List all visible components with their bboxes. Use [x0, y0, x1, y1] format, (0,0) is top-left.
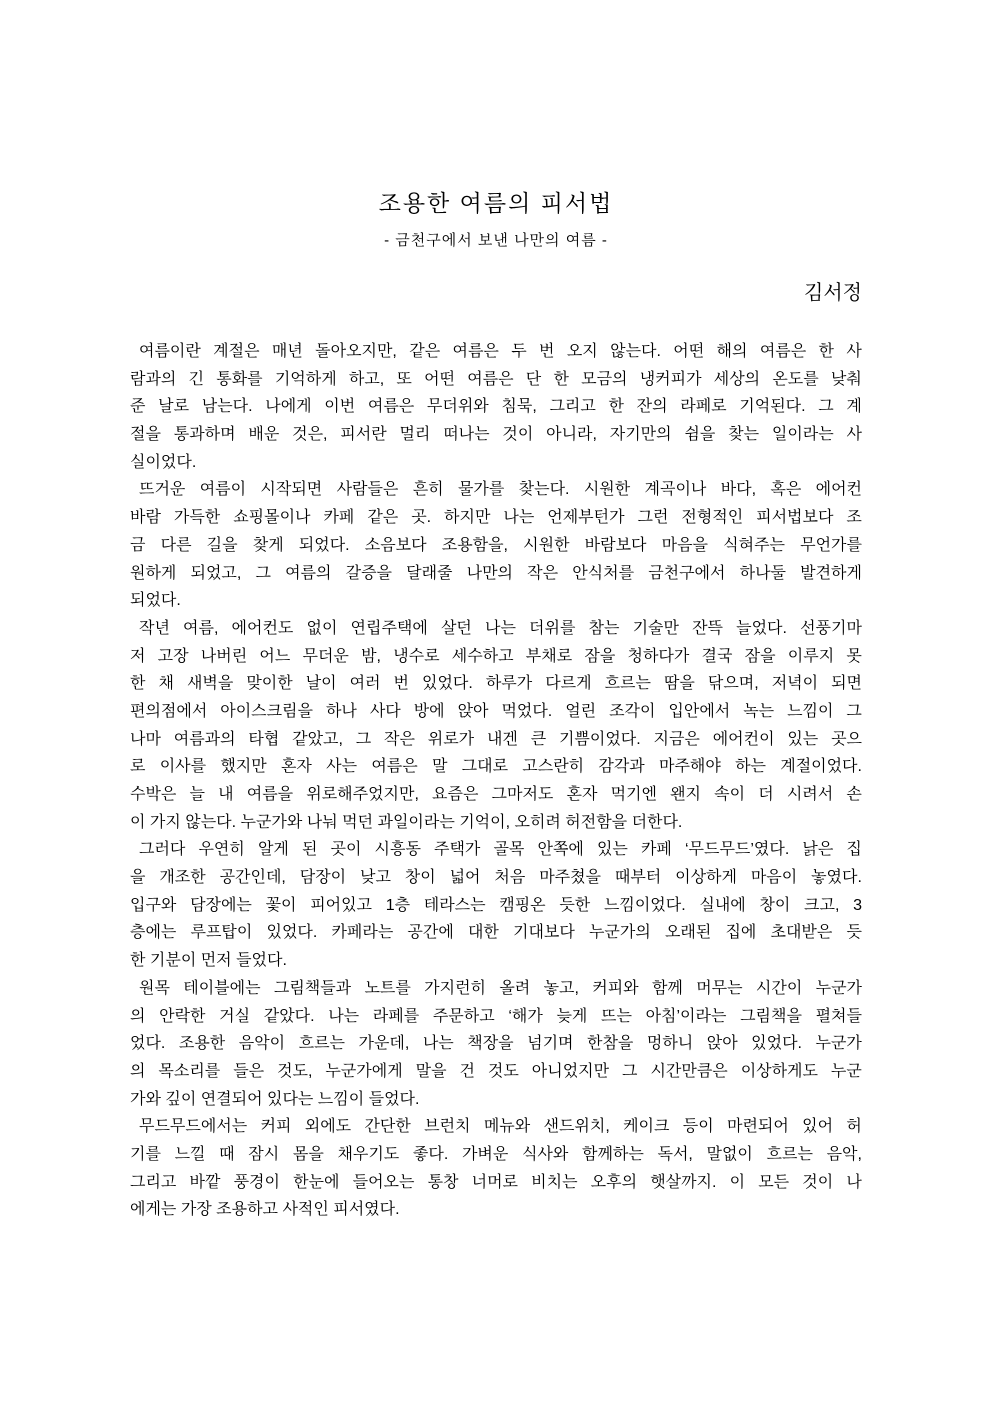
document-content [130, 0, 862, 1224]
document-body [130, 338, 862, 1224]
text-line: 수박은 늘 내 여름을 위로해주었지만, 요즘은 그마저도 혼자 먹기엔 왠지 속이 더 시려서 손 [130, 786, 862, 803]
text-line: 입구와 담장에는 꽃이 피어있고 1층 테라스는 캠핑온 듯한 느낌이었다. 실내에 창이 크고, 3 [130, 896, 862, 914]
text-line: 뜨거운 여름이 시작되면 사람들은 흔히 물가를 찾는다. 시원한 계곡이나 바다, 혹은 에어컨 [139, 481, 862, 499]
text-line: 을 개조한 공간인데, 담장이 낮고 창이 넓어 처음 마주쳤을 때부터 이상하게 마음이 놓였다. [130, 869, 862, 887]
text-line: 로 이사를 했지만 혼자 사는 여름은 말 그대로 고스란히 감각과 마주해야 하는 계절이었다. [130, 758, 862, 776]
paragraph [130, 836, 862, 974]
page-subtitle: - 금천구에서 보낸 나만의 여름 - [384, 232, 608, 249]
text-line: 그러다 우연히 알게 된 곳이 시흥동 주택가 골목 안쪽에 있는 카페 ‘무드무드’였다. 낡은 집 [139, 841, 862, 859]
text-line: 금 다른 길을 찾게 되었다. 소음보다 조용함을, 시원한 바람보다 마음을 식혀주는 무언가를 [130, 536, 862, 554]
text-line: 편의점에서 아이스크림을 하나 사다 방에 앉아 먹었다. 얼린 조각이 입안에서 녹는 느낌이 그 [130, 702, 862, 720]
page-title: 조용한 여름의 피서법 [378, 190, 614, 216]
text-line: 의 안락한 거실 같았다. 나는 라페를 주문하고 ‘해가 늦게 뜨는 아침’이라는 그림책을 펼쳐들 [130, 1007, 862, 1025]
text-line: 기를 느낄 때 잠시 몸을 채우기도 좋다. 가벼운 식사와 함께하는 독서, 말없이 흐르는 음악, [130, 1145, 862, 1163]
text-line: 되었다. [130, 592, 181, 610]
text-line: 바람 가득한 쇼핑몰이나 카페 같은 곳. 하지만 나는 언제부턴가 그런 전형적인 피서법보다 조 [130, 509, 862, 527]
text-line: 람과의 긴 통화를 기억하게 하고, 또 어떤 여름은 단 한 모금의 냉커피가 세상의 온도를 낮춰 [130, 370, 862, 388]
text-line: 절을 통과하며 배운 것은, 피서란 멀리 떠나는 것이 아니라, 자기만의 쉼을 찾는 일이라는 사 [130, 426, 862, 444]
text-line: 작년 여름, 에어컨도 없이 연립주택에 살던 나는 더위를 참는 기술만 잔뜩 늘었다. 선풍기마 [139, 619, 862, 637]
text-line: 층에는 루프탑이 있었다. 카페라는 공간에 대한 기대보다 누군가의 오래된 집에 초대받은 듯 [130, 924, 862, 942]
paragraph [130, 615, 862, 837]
text-line: 의 목소리를 들은 것도, 누군가에게 말을 건 것도 아니었지만 그 시간만큼은 이상하게도 누군 [130, 1062, 862, 1080]
text-line: 저 고장 나버린 어느 무더운 밤, 냉수로 세수하고 부채로 잠을 청하다가 결국 잠을 이루지 못 [130, 647, 862, 665]
text-line: 실이었다. [130, 453, 197, 471]
text-line: 에게는 가장 조용하고 사적인 피서였다. [130, 1201, 400, 1219]
paragraph [130, 1113, 862, 1224]
text-line: 한 채 새벽을 맞이한 날이 여러 번 있었다. 하루가 다르게 흐르는 땀을 닦으며, 저녁이 되면 [130, 675, 862, 693]
text-line: 나마 여름과의 타협 같았고, 그 작은 위로가 내겐 큰 기쁨이었다. 지금은 에어컨이 있는 곳으 [130, 730, 862, 748]
text-line: 원하게 되었고, 그 여름의 갈증을 달래줄 나만의 작은 안식처를 금천구에서 하나둘 발견하게 [130, 564, 862, 582]
paragraph [130, 338, 862, 476]
author-name: 김서정 [804, 282, 862, 304]
text-line: 원목 테이블에는 그림책들과 노트를 가지런히 올려 놓고, 커피와 함께 머무는 시간이 누군가 [139, 979, 862, 997]
paragraph [130, 476, 862, 614]
text-line: 가와 깊이 연결되어 있다는 느낌이 들었다. [130, 1090, 420, 1108]
text-line: 었다. 조용한 음악이 흐르는 가운데, 나는 책장을 넘기며 한참을 멍하니 앉아 있었다. 누군가 [130, 1035, 862, 1053]
text-line: 준 날로 남는다. 나에게 이번 여름은 무더위와 침묵, 그리고 한 잔의 라페로 기억된다. 그 계 [130, 398, 862, 416]
paragraph [130, 975, 862, 1113]
text-line: 무드무드에서는 커피 외에도 간단한 브런치 메뉴와 샌드위치, 케이크 등이 마련되어 있어 허 [139, 1118, 862, 1136]
text-line: 여름이란 계절은 매년 돌아오지만, 같은 여름은 두 번 오지 않는다. 어떤 해의 여름은 한 사 [139, 343, 862, 360]
text-line: 이 가지 않는다. 누군가와 나눠 먹던 과일이라는 기억이, 오히려 허전함을 더한다. [130, 813, 683, 831]
text-line: 한 기분이 먼저 들었다. [130, 952, 287, 970]
text-line: 그리고 바깥 풍경이 한눈에 들어오는 통창 너머로 비치는 오후의 햇살까지. 이 모든 것이 나 [130, 1173, 862, 1191]
